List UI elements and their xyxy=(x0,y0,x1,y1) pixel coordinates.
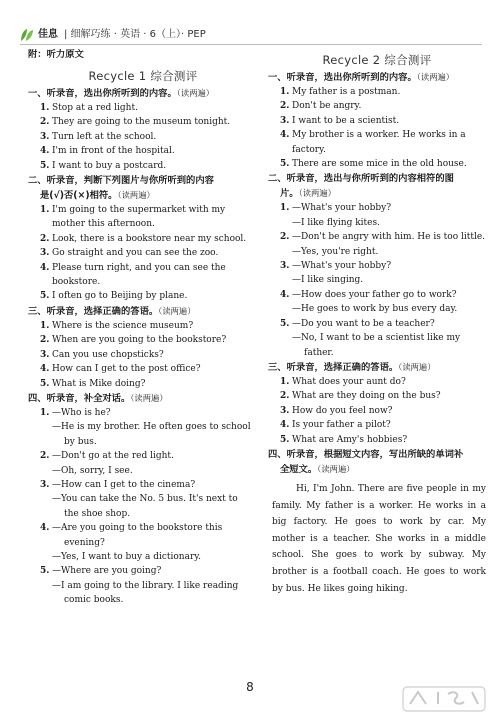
transcript-line xyxy=(28,564,258,578)
transcript-line xyxy=(28,521,258,535)
item-number: 3. xyxy=(40,248,50,259)
item-text: They are going to the museum tonight. xyxy=(52,117,231,128)
item-number: 2. xyxy=(40,451,50,462)
item-number: 3. xyxy=(280,405,290,416)
item-text: mother this afternoon. xyxy=(52,219,155,230)
section-note: （读两遍） xyxy=(416,72,455,82)
item-number: 4. xyxy=(40,364,50,375)
transcript-line xyxy=(28,319,258,333)
transcript-line xyxy=(268,302,486,316)
item-number: 4. xyxy=(40,262,50,273)
item-number: 5. xyxy=(40,291,50,302)
item-number: 5. xyxy=(280,434,290,445)
item-number: 1. xyxy=(280,203,290,214)
transcript-line xyxy=(268,433,486,447)
item-text: factory. xyxy=(292,144,326,155)
section-heading xyxy=(268,360,486,375)
section-heading-text: 三、听录音，选择正确的答语。 xyxy=(268,361,399,373)
transcript-line xyxy=(28,536,258,550)
item-number: 3. xyxy=(280,261,290,272)
item-text: My brother is a worker. He works in a xyxy=(292,130,466,141)
item-text: I'm in front of the hospital. xyxy=(52,146,175,157)
item-number: 2. xyxy=(280,232,290,243)
right-sections xyxy=(268,70,486,597)
item-text: —Do you want to be a teacher? xyxy=(292,318,435,329)
item-text: What are Amy's hobbies? xyxy=(292,434,408,445)
section-heading-text: 三、听录音，选择正确的答语。 xyxy=(28,305,159,317)
section-heading-text: 一、听录音，选出你所听到的内容。 xyxy=(268,72,417,83)
item-text: by bus. xyxy=(64,436,97,447)
section-note: （读两遍） xyxy=(158,305,196,316)
left-column xyxy=(28,46,258,608)
right-column xyxy=(268,46,486,597)
transcript-line xyxy=(268,389,486,403)
transcript-line xyxy=(268,375,486,389)
item-text: father. xyxy=(304,347,334,358)
transcript-line xyxy=(28,593,258,607)
transcript-line xyxy=(28,232,258,246)
watermark-logo-icon xyxy=(402,686,486,712)
transcript-line xyxy=(268,331,486,345)
transcript-line xyxy=(28,464,258,478)
transcript-line xyxy=(28,348,258,362)
item-text: Please turn right, and you can see the xyxy=(52,262,226,273)
transcript-line xyxy=(268,259,486,273)
section-heading-text: 二、听录音，判断下列图片与你所听到的内容 xyxy=(28,175,214,187)
item-text: —You can take the No. 5 bus. It's next to xyxy=(52,494,238,505)
leaf-logo-icon xyxy=(20,28,34,42)
transcript-line xyxy=(268,317,486,331)
transcript-line xyxy=(28,550,258,564)
item-number: 2. xyxy=(40,117,50,128)
item-text: —What's your hobby? xyxy=(292,203,392,214)
item-number: 5. xyxy=(280,159,290,170)
transcript-line xyxy=(28,579,258,593)
item-number: 1. xyxy=(40,103,50,113)
section-note: （读两遍） xyxy=(298,188,336,199)
item-number: 3. xyxy=(40,479,50,490)
transcript-line xyxy=(28,275,258,289)
section-note: （读两遍） xyxy=(317,463,355,474)
item-text: Is your father a pilot? xyxy=(292,420,391,431)
transcript-line xyxy=(268,404,486,418)
item-text: Where is the science museum? xyxy=(52,320,194,331)
item-number: 5. xyxy=(40,160,50,171)
transcript-line xyxy=(28,261,258,275)
item-number: 4. xyxy=(40,146,50,157)
transcript-line xyxy=(28,333,258,347)
section-heading-text: 二、听录音，选出与你所听到的内容相符的图 xyxy=(268,173,454,185)
item-text: —How can I get to the cinema? xyxy=(52,479,196,490)
item-number: 3. xyxy=(40,131,50,142)
transcript-line xyxy=(268,245,486,259)
passage-paragraph: Hi, I'm John. There are five people in my family. My father is a worker. He works in a big factory. He goes to work by car. My mother is a teacher. She works in a middle school. She goes to work by subway. My brother is a football coach. He goes to work by bus. He likes going hiking. xyxy=(272,483,486,594)
transcript-line xyxy=(268,288,486,302)
transcript-line xyxy=(268,85,486,99)
transcript-line xyxy=(28,420,258,434)
transcript-line xyxy=(28,492,258,506)
section-heading-text-2: 全短文。 xyxy=(280,463,318,475)
item-text: —No, I want to be a scientist like my xyxy=(292,333,461,344)
section-heading xyxy=(268,447,486,462)
transcript-line xyxy=(268,418,486,432)
transcript-line xyxy=(268,157,486,171)
paper-title-recycle-1: Recycle 1 综合测评 xyxy=(88,69,198,83)
item-number: 2. xyxy=(280,101,290,112)
item-text: —Don't go at the red light. xyxy=(52,451,174,462)
item-text: —He goes to work by bus every day. xyxy=(292,304,458,315)
item-number: 5. xyxy=(40,566,50,577)
transcript-line xyxy=(268,99,486,113)
item-number: 5. xyxy=(280,318,290,329)
transcript-line xyxy=(28,203,258,217)
item-text: —What's your hobby? xyxy=(292,261,392,272)
item-text: comic books. xyxy=(64,595,124,606)
item-text: —I like singing. xyxy=(292,275,364,286)
page-number: 8 xyxy=(246,680,254,694)
left-sections xyxy=(28,86,258,608)
transcript-line xyxy=(28,507,258,521)
brand-name: 佳息 xyxy=(38,29,58,40)
transcript-line xyxy=(28,377,258,391)
item-text: —Yes, you're right. xyxy=(292,246,379,257)
transcript-line xyxy=(28,289,258,303)
item-number: 2. xyxy=(40,335,50,346)
item-text: Turn left at the school. xyxy=(52,131,157,142)
item-text: I want to buy a postcard. xyxy=(52,160,167,171)
item-text: What does your aunt do? xyxy=(292,376,406,387)
item-number: 5. xyxy=(40,378,50,389)
section-note: （读两遍） xyxy=(117,190,155,201)
item-text: —Who is he? xyxy=(52,407,111,418)
transcript-line xyxy=(28,217,258,231)
item-text: —Don't be angry with him. He is too little. xyxy=(292,232,486,243)
section-note: （读两遍） xyxy=(130,392,168,403)
section-heading xyxy=(268,171,486,186)
item-number: 2. xyxy=(280,391,290,402)
item-text: Go straight and you can see the zoo. xyxy=(52,248,219,259)
item-text: —He is my brother. He often goes to school xyxy=(52,422,251,433)
transcript-line xyxy=(268,143,486,157)
section-heading-text-2: 片。 xyxy=(280,188,299,200)
transcript-line xyxy=(28,478,258,492)
item-text: —How does your father go to work? xyxy=(292,289,457,300)
transcript-line xyxy=(268,201,486,215)
item-number: 4. xyxy=(40,523,50,534)
item-number: 3. xyxy=(40,349,50,360)
item-text: What is Mike doing? xyxy=(52,378,146,389)
item-text: Can you use chopsticks? xyxy=(52,349,164,360)
item-number: 4. xyxy=(280,130,290,141)
item-number: 1. xyxy=(40,407,50,418)
item-text: There are some mice in the old house. xyxy=(292,159,467,170)
book-subtitle: | 细解巧练 · 英语 · 6（上）· PEP xyxy=(64,29,206,40)
item-text: Don't be angry. xyxy=(292,101,362,112)
section-heading xyxy=(268,70,486,85)
section-heading xyxy=(28,86,258,101)
transcript-line xyxy=(28,406,258,420)
item-text: How can I get to the post office? xyxy=(52,364,201,375)
section-heading-cont xyxy=(268,462,486,477)
item-text: My father is a postman. xyxy=(292,87,401,97)
item-text: Stop at a red light. xyxy=(52,103,138,113)
section-note: （读两遍） xyxy=(176,88,215,98)
item-number: 4. xyxy=(280,420,290,431)
paper-title-recycle-2: Recycle 2 综合测评 xyxy=(322,53,432,67)
section-note: （读两遍） xyxy=(398,361,436,372)
item-text: I want to be a scientist. xyxy=(292,115,400,126)
item-text: —Yes, I want to buy a dictionary. xyxy=(52,551,202,562)
transcript-line xyxy=(28,435,258,449)
transcript-line xyxy=(268,128,486,142)
transcript-line xyxy=(28,144,258,158)
transcript-line xyxy=(268,273,486,287)
item-number: 1. xyxy=(40,205,50,216)
item-text: —I like flying kites. xyxy=(292,217,380,228)
transcript-line xyxy=(268,346,486,360)
item-text: How do you feel now? xyxy=(292,405,393,416)
transcript-line xyxy=(28,115,258,129)
appendix-title: 附：听力原文 xyxy=(28,49,84,60)
item-number: 4. xyxy=(280,289,290,300)
section-heading-cont xyxy=(268,186,486,201)
transcript-line xyxy=(28,449,258,463)
item-number: 1. xyxy=(280,87,290,97)
section-heading-text: 四、听录音，根据短文内容，写出所缺的单词补 xyxy=(268,448,464,460)
transcript-line xyxy=(28,130,258,144)
section-heading xyxy=(28,304,258,319)
item-text: When are you going to the bookstore? xyxy=(52,335,227,346)
transcript-line xyxy=(268,216,486,230)
section-heading-text-2: 是(√)否(×)相符。 xyxy=(40,190,118,202)
transcript-line xyxy=(28,159,258,173)
item-text: —Are you going to the bookstore this xyxy=(52,523,223,534)
item-text: I'm going to the supermarket with my xyxy=(52,205,226,216)
item-text: the shoe shop. xyxy=(64,508,131,519)
transcript-line xyxy=(28,246,258,260)
header-rule xyxy=(20,44,482,45)
item-text: I often go to Beijing by plane. xyxy=(52,291,188,302)
transcript-line xyxy=(268,114,486,128)
transcript-line xyxy=(28,362,258,376)
section-heading xyxy=(28,391,258,406)
item-text: —Oh, sorry, I see. xyxy=(52,465,133,476)
section-heading xyxy=(28,173,258,188)
item-text: What are they doing on the bus? xyxy=(292,391,441,402)
item-number: 2. xyxy=(40,233,50,244)
item-number: 1. xyxy=(40,320,50,331)
transcript-line xyxy=(268,230,486,244)
item-text: —I am going to the library. I like reading xyxy=(52,580,239,591)
item-text: Look, there is a bookstore near my school. xyxy=(52,233,247,244)
item-text: bookstore. xyxy=(52,277,101,288)
section-heading-cont xyxy=(28,188,258,203)
section-heading-text: 四、听录音，补全对话。 xyxy=(28,392,131,404)
transcript-line xyxy=(28,101,258,115)
item-text: evening? xyxy=(64,537,105,548)
item-number: 3. xyxy=(280,115,290,126)
item-number: 1. xyxy=(280,376,290,387)
section-heading-text: 一、听录音，选出你所听到的内容。 xyxy=(28,88,177,99)
item-text: —Where are you going? xyxy=(52,566,162,577)
page-header xyxy=(0,0,500,42)
